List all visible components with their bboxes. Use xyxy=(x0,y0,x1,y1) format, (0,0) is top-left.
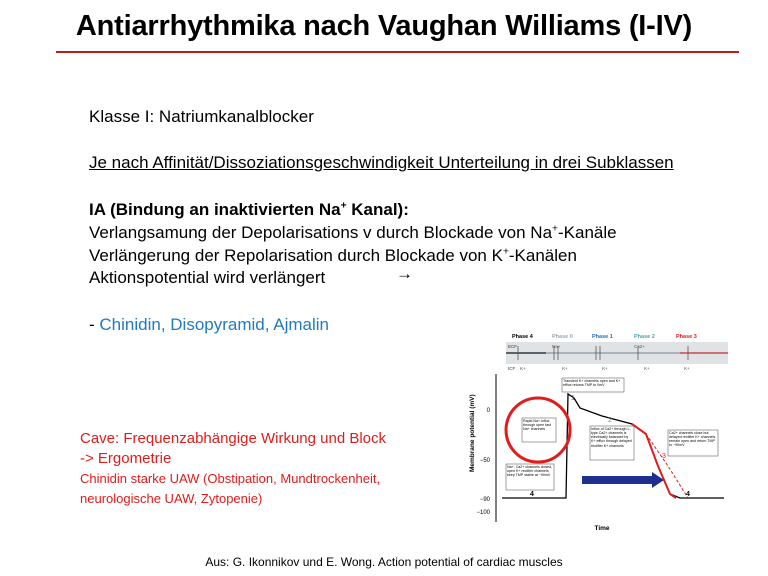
ia-line2-tail: -Kanälen xyxy=(508,246,577,265)
drug-list xyxy=(89,315,329,335)
note-phase1 xyxy=(562,378,624,392)
ion-k-label-4: K+ xyxy=(644,366,650,371)
class-line: Klasse I: Natriumkanalblocker xyxy=(89,107,314,126)
ia-line1-tail: -Kanäle xyxy=(558,223,617,242)
ia-line-depolarisation xyxy=(89,223,617,243)
ion-k-label-1: K+ xyxy=(520,366,526,371)
cave-line-1: Cave: Frequenzabhängige Wirkung und Block xyxy=(80,430,387,447)
ytick-50: −50 xyxy=(479,458,490,464)
ia-line2-text: Verlängerung der Repolarisation durch Blockade von K xyxy=(89,246,503,265)
ia-line1-sup: + xyxy=(552,223,558,235)
note-phase4 xyxy=(506,464,554,490)
ia-line-repolarisation xyxy=(89,246,577,266)
phase-label-2: Phase 2 xyxy=(634,334,655,340)
source-citation: Aus: G. Ikonnikov und E. Wong. Action potential of cardiac muscles xyxy=(205,555,563,569)
slide-title: Antiarrhythmika nach Vaughan Williams (I-IV) xyxy=(75,10,693,42)
phase-label-3: Phase 3 xyxy=(676,334,697,340)
icf-label: ICF xyxy=(508,366,516,371)
ecf-label: ECF xyxy=(508,344,517,349)
note-phase0-text: Rapid Na+ influx through open fast Na+ channels xyxy=(523,419,551,432)
action-potential-figure xyxy=(462,326,732,536)
ion-k-label-3: K+ xyxy=(602,366,608,371)
phase-label-1: Phase 1 xyxy=(592,334,613,340)
ia-heading-text: IA (Bindung an inaktivierten Na xyxy=(89,200,341,219)
note-phase2-text: Influx of Ca2+ through L-type Ca2+ channels is electrically balanced by K+ efflux through delayed rectifier K+ channels xyxy=(591,427,632,448)
ia-line1-text: Verlangsamung der Depolarisations v durch Blockade von Na xyxy=(89,223,553,242)
ia-heading-sup: + xyxy=(340,200,347,212)
phase-number-3: 3 xyxy=(662,453,666,460)
ia-line2-sup: + xyxy=(502,246,509,258)
ion-na-label: Na+ xyxy=(552,344,561,349)
ion-k-label-2: K+ xyxy=(562,366,568,371)
ion-k-label-5: K+ xyxy=(684,366,690,371)
x-axis-label: Time xyxy=(594,525,610,532)
drug-list-prefix: - xyxy=(89,315,100,334)
phase-number-1: 1 xyxy=(571,395,575,402)
phase-number-4-left: 4 xyxy=(530,491,534,498)
note-phase1-text: Transient K+ channels open and K+ efflux returns TMP to 0mV xyxy=(563,379,621,388)
cave-line-2: -> Ergometrie xyxy=(80,450,172,467)
cave-line-4: neurologische UAW, Zytopenie) xyxy=(80,491,263,506)
title-divider xyxy=(56,51,739,53)
note-phase2 xyxy=(590,426,634,460)
phase-label-0: Phase 0 xyxy=(552,334,573,340)
ytick-100: −100 xyxy=(476,510,490,516)
subclass-line: Je nach Affinität/Dissoziationsgeschwindigkeit Unterteilung in drei Subklassen xyxy=(89,153,674,172)
note-phase4-text: Na+, Ca2+ channels closed, open K+ rectifier channels keep TMP stable at −90mV xyxy=(507,465,553,478)
note-phase3-text: Ca2+ channels close but delayed rectifier K+ channels remain open and return TMP to −90mV xyxy=(669,431,716,448)
prolongation-arrow-body xyxy=(582,476,652,484)
phase-number-2: 2 xyxy=(608,417,612,424)
ia-heading xyxy=(89,200,409,220)
note-phase3 xyxy=(668,430,718,456)
ia-heading-tail: Kanal): xyxy=(346,200,409,219)
phase-label-4: Phase 4 xyxy=(512,334,533,340)
y-axis-label: Membrane potential (mV) xyxy=(469,394,476,472)
ia-line-action-potential: Aktionspotential wird verlängert xyxy=(89,268,326,287)
phase-number-4-right: 4 xyxy=(686,491,690,498)
note-phase0 xyxy=(522,418,556,442)
arrow-right-icon: → xyxy=(396,264,413,283)
ion-ca-label: Ca2+ xyxy=(634,344,645,349)
ytick-0: 0 xyxy=(486,408,490,414)
cave-line-3: Chinidin starke UAW (Obstipation, Mundtrockenheit, xyxy=(80,471,381,486)
ytick-90: −90 xyxy=(479,497,490,503)
drug-names: Chinidin, Disopyramid, Ajmalin xyxy=(99,315,329,334)
